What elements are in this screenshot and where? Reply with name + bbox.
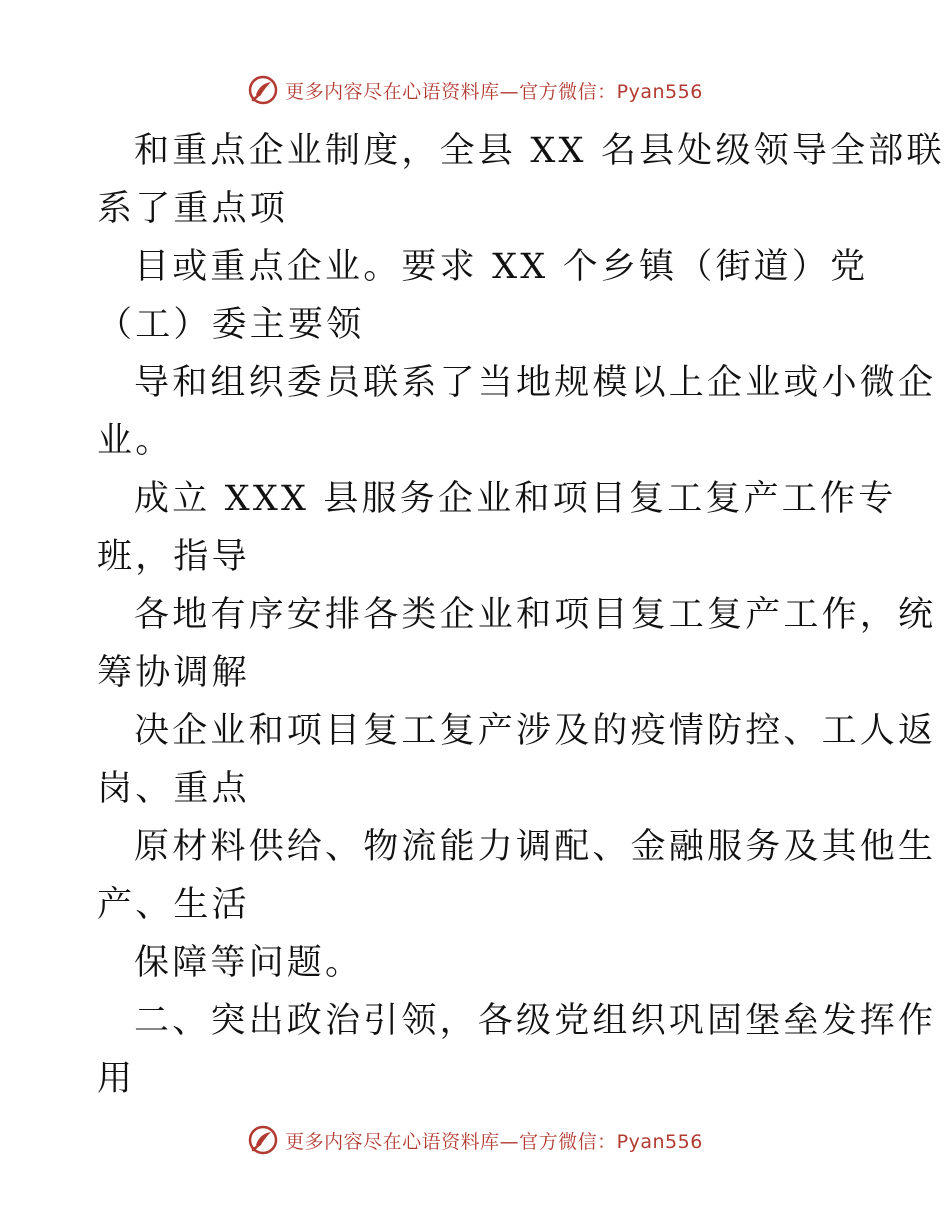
text-line: 筹协调解: [97, 653, 250, 693]
document-body: [97, 122, 945, 1108]
text-line: 产、生活: [97, 885, 250, 925]
text-line: 各地有序安排各类企业和项目复工复产工作，统: [134, 595, 937, 635]
watermark-text: 更多内容尽在心语资料库—官方微信：Pyan556: [285, 1130, 703, 1153]
text-line: 系了重点项: [97, 189, 289, 229]
text-line: 原材料供给、物流能力调配、金融服务及其他生: [134, 827, 937, 867]
text-line: 决企业和项目复工复产涉及的疫情防控、工人返: [134, 711, 937, 751]
text-line: 二、突出政治引领，各级党组织巩固堡垒发挥作: [134, 1001, 937, 1041]
text-line: 导和组织委员联系了当地规模以上企业或小微企: [134, 363, 937, 403]
text-line: 成立 XXX 县服务企业和项目复工复产工作专: [134, 479, 897, 519]
watermark-text: 更多内容尽在心语资料库—官方微信：Pyan556: [285, 80, 703, 103]
text-line: 班，指导: [97, 537, 250, 577]
logo-icon: [247, 1124, 279, 1156]
text-line: 业。: [97, 421, 174, 461]
text-line: 目或重点企业。要求 XX 个乡镇（街道）党: [134, 247, 869, 287]
text-line: 和重点企业制度，全县 XX 名县处级领导全部联: [134, 131, 945, 171]
text-line: （工）委主要领: [97, 305, 365, 345]
text-line: 用: [97, 1059, 136, 1099]
header-watermark: [0, 72, 950, 108]
text-line: 保障等问题。: [134, 943, 364, 983]
logo-icon: [247, 74, 279, 106]
text-line: 岗、重点: [97, 769, 250, 809]
footer-watermark: [0, 1122, 950, 1158]
